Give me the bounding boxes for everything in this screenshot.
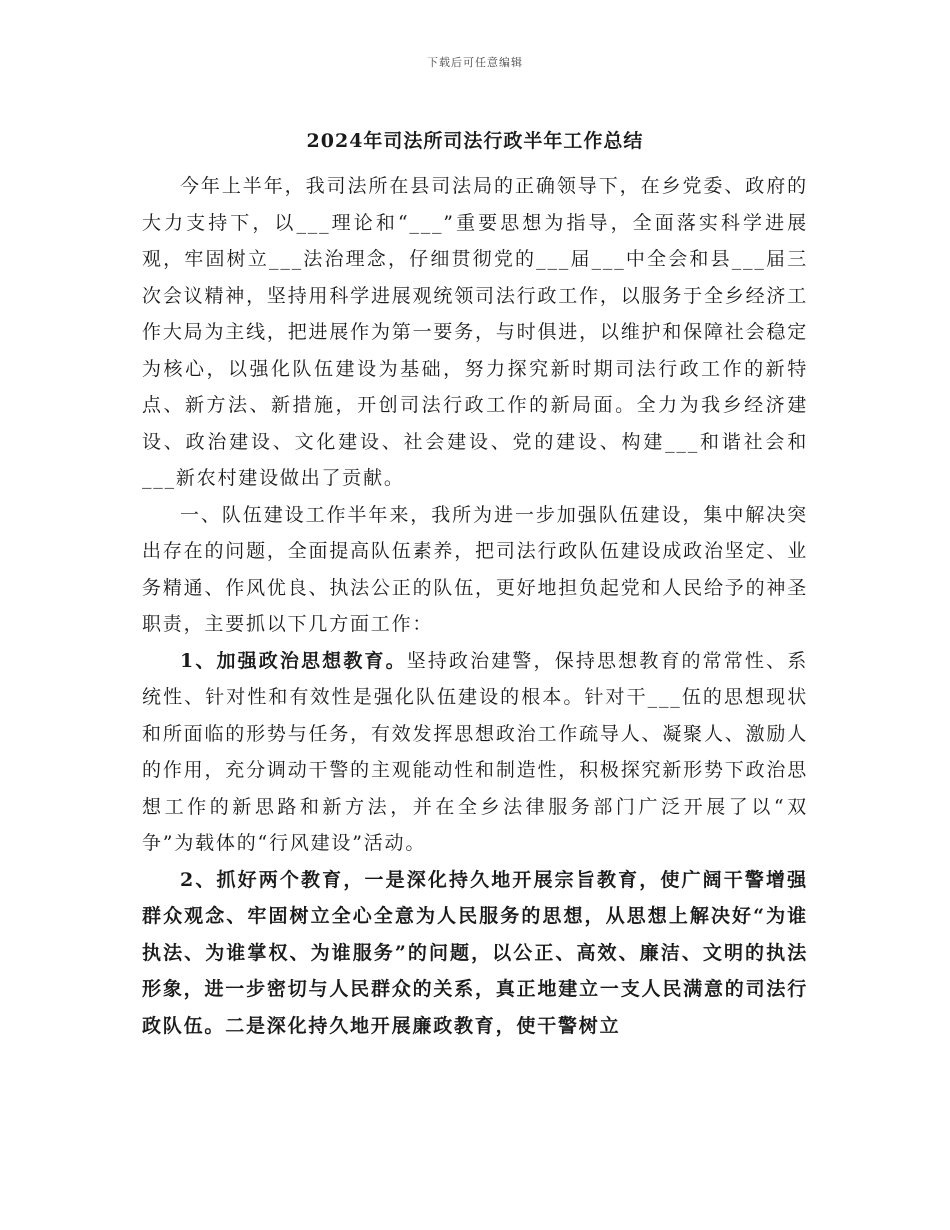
paragraph-text: 一、队伍建设工作半年来，我所为进一步加强队伍建设，集中解决突出存在的问题，全面提高队伍素养，把司法行政队伍建设成政治坚定、业务精通、作风优良、执法公正的队伍，更好地担负起党和人民给予的神圣职责，主要抓以下几方面工作： xyxy=(142,503,808,635)
paragraph-political-education xyxy=(142,643,808,862)
paragraph-text: 坚持政治建警，保持思想教育的常常性、系统性、针对性和有效性是强化队伍建设的根本。针对干___伍的思想现状和所面临的形势与任务，有效发挥思想政治工作疏导人、凝聚人、激励人的作用，充分调动干警的主观能动性和制造性，积极探究新形势下政治思想工作的新思路和新方法，并在全乡法律服务部门广泛开展了以“双争”为载体的“行风建设”活动。 xyxy=(142,649,808,854)
paragraph-intro xyxy=(142,168,808,497)
paragraph-text: 2、抓好两个教育，一是深化持久地开展宗旨教育，使广阔干警增强群众观念、牢固树立全心全意为人民服务的思想，从思想上解决好“为谁执法、为谁掌权、为谁服务”的问题，以公正、高效、廉洁、文明的执法形象，进一步密切与人民群众的关系，真正地建立一支人民满意的司法行政队伍。二是深化持久地开展廉政教育，使干警树立 xyxy=(142,868,808,1037)
document-title: 2024年司法所司法行政半年工作总结 xyxy=(306,130,644,152)
paragraph-text: 今年上半年，我司法所在县司法局的正确领导下，在乡党委、政府的大力支持下，以___理论和“___”重要思想为指导，全面落实科学进展观，牢固树立___法治理念，仔细贯彻党的___届___中全会和县___届三次会议精神，坚持用科学进展观统领司法行政工作，以服务于全乡经济工作大局为主线，把进展作为第一要务，与时俱进，以维护和保障社会稳定为核心，以强化队伍建设为基础，努力探究新时期司法行政工作的新特点、新方法、新措施，开创司法行政工作的新局面。全力为我乡经济建设、政治建设、文化建设、社会建设、党的建设、构建___和谐社会和___新农村建设做出了贡献。 xyxy=(142,175,808,489)
paragraph-two-educations xyxy=(142,862,808,1045)
paragraph-lead: 1、加强政治思想教育。 xyxy=(180,649,407,672)
header-note: 下载后可任意编辑 xyxy=(427,56,523,69)
document-body xyxy=(142,168,808,1044)
paragraph-team-building xyxy=(142,497,808,643)
